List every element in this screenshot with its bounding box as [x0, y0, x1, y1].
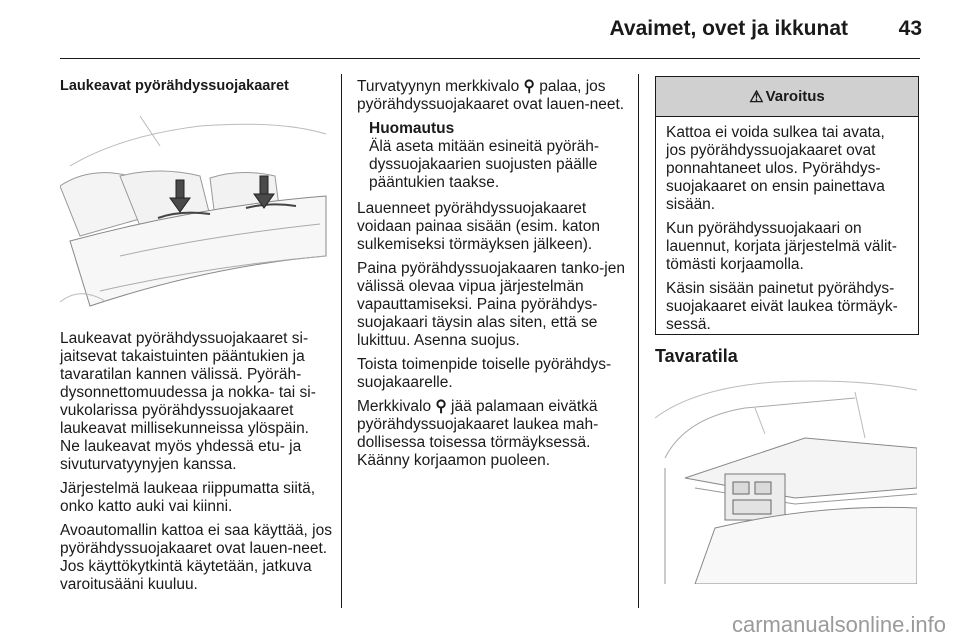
airbag-warning-icon: ⚲ — [435, 398, 447, 415]
rollover-bars-text — [60, 330, 332, 600]
rollover-bars-continued — [357, 78, 629, 476]
paragraph: Toista toimenpide toiselle pyörähdys-suojakaarelle. — [357, 356, 612, 391]
note-text: Älä aseta mitään esineitä pyöräh-dyssuojakaarien suojusten päälle pääntukien taakse. — [369, 138, 600, 191]
watermark-url: carmanualsonline.info — [731, 612, 946, 637]
warning-paragraph: Kun pyörähdyssuojakaari on lauennut, korjata järjestelmä välit-tömästi korjaamolla. — [666, 220, 897, 273]
page-header — [0, 0, 960, 60]
warning-triangle-icon: ⚠ — [749, 88, 764, 106]
paragraph: Avoautomallin kattoa ei saa käyttää, jos pyörähdyssuojakaaret ovat lauen-neet. Jos käyttökytkintä käytetään, jatkuva varoitusääni kuuluu. — [60, 522, 332, 593]
note-box — [369, 120, 629, 192]
paragraph: Lauenneet pyörähdyssuojakaaret voidaan painaa sisään (esim. katon sulkemiseksi törmäyksen jälkeen). — [357, 200, 600, 253]
paragraph-text: Turvatyynyn merkkivalo — [357, 78, 524, 95]
page-number: 43 — [898, 17, 922, 40]
paragraph-text: Merkkivalo — [357, 398, 436, 415]
paragraph-text: palaa, jos pyörähdyssuojakaaret ovat lauen-neet. — [357, 78, 625, 113]
paragraph: Paina pyörähdyssuojakaaren tanko-jen välissä olevaa vipua järjestelmän vapauttamiseksi. Paina pyörähdys-suojakaari täysin alas siten, että se lukittuu. Asenna suojus. — [357, 260, 625, 349]
luggage-compartment-illustration — [655, 378, 917, 584]
paragraph: Laukeavat pyörähdyssuojakaaret si-jaitsevat takaistuinten pääntukien ja tavaratilan kannen välissä. Pyöräh-dysonnettomuudessa ja nokka- tai si-vukolarissa pyörähdyssuojakaaret laukeavat millisekunneissa ylöspäin. Ne laukeavat myös yhdessä etu- ja sivuturvatyynyjen kanssa. — [60, 330, 316, 473]
warning-header — [656, 77, 918, 117]
chapter-title: Avaimet, ovet ja ikkunat — [609, 17, 848, 40]
airbag-warning-icon: ⚲ — [523, 78, 535, 95]
warning-title: Varoitus — [765, 88, 825, 105]
paragraph-text: jää palamaan eivätkä pyörähdyssuojakaaret laukea mah-dollisessa toisessa törmäyksessä. Käänny korjaamon puoleen. — [357, 398, 599, 469]
header-rule — [60, 58, 920, 59]
warning-box — [655, 76, 919, 335]
warning-paragraph: Kattoa ei voida sulkea tai avata, jos pyörähdyssuojakaaret ovat ponnahtaneet ulos. Pyörähdys-suojakaaret on ensin painettava sisään. — [666, 124, 885, 213]
section-heading-luggage: Tavaratila — [655, 346, 738, 366]
column-divider-right — [638, 74, 639, 608]
column-divider-left — [341, 74, 342, 608]
rollover-bars-illustration — [60, 106, 328, 318]
paragraph — [357, 398, 629, 470]
warning-body — [656, 117, 918, 347]
section-heading-rollover-bars: Laukeavat pyörähdyssuojakaaret — [60, 78, 289, 94]
note-title: Huomautus — [369, 120, 455, 137]
warning-paragraph: Käsin sisään painetut pyörähdys-suojakaaret eivät laukea törmäyk-sessä. — [666, 280, 898, 333]
paragraph — [357, 78, 629, 114]
paragraph: Järjestelmä laukeaa riippumatta siitä, onko katto auki vai kiinni. — [60, 480, 316, 515]
